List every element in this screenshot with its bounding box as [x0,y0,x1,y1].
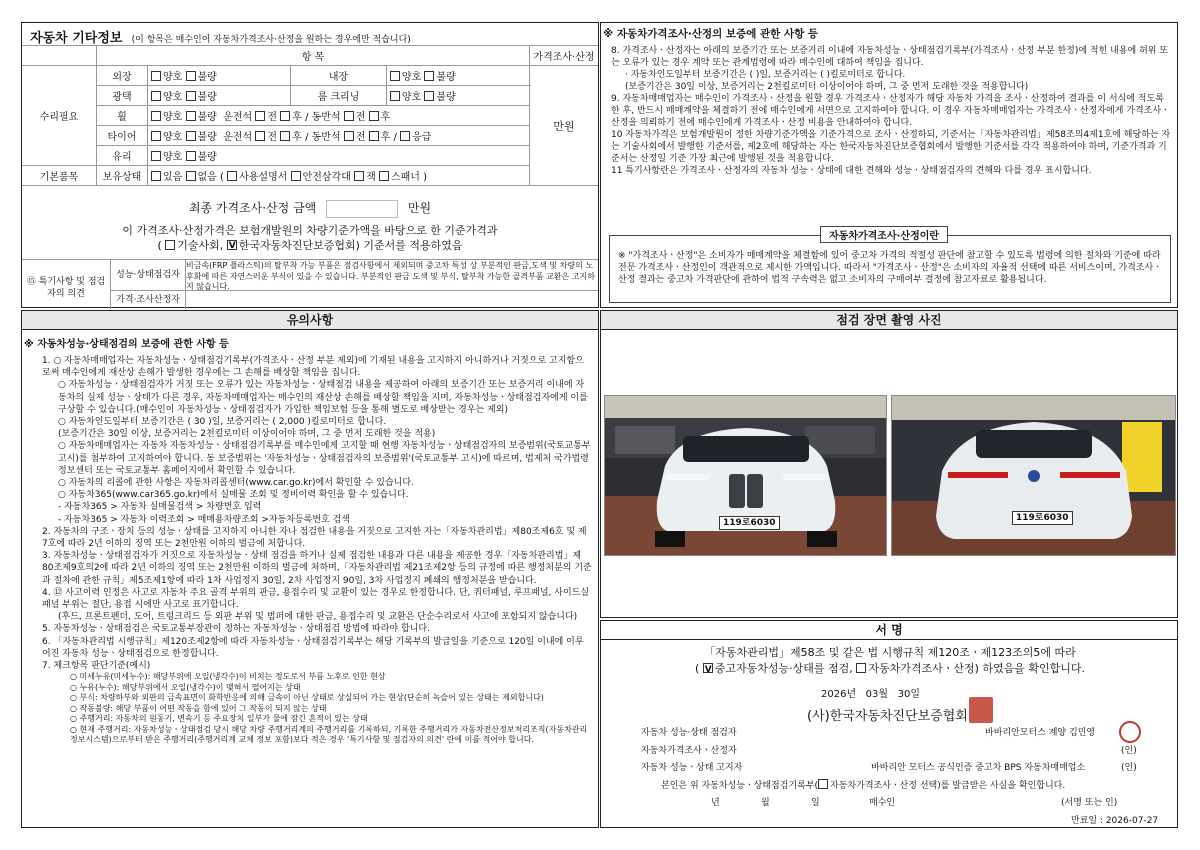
exterior-good-checkbox[interactable] [151,71,161,81]
box-text: ※ "가격조사ㆍ산정"은 소비자가 매매계약을 체결함에 있어 중고차 가격의 적절성 판단에 참고할 수 있도록 법령에 의한 절차와 기준에 따라 전문 가격조사ㆍ산정인이 객관적으로 제시한 가액입니다. 따라서 "가격조사ㆍ산정"은 소비자의 자율적 선택에 따른 서비스이며, 가격조사ㆍ산정 결과는 중고차 가격판단에 관하여 법적 구속력은 없고 소비자의 구매여부 결정에 참고자료로 활용됩니다. [618,251,1162,285]
sign-header: 서 명 [601,621,1177,640]
opt-label: 후 [292,112,302,123]
pricer-label: 자동차가격조사ㆍ산정자 [641,746,737,756]
notifier-label: 자동차 성능ㆍ상태 고지자 [641,763,743,773]
wheel-bad-checkbox[interactable] [186,111,196,121]
section-title: 자동차 기타정보 [30,31,123,46]
paren: ( [695,662,700,675]
notifier-seal: (인) [1121,763,1137,773]
opt-label: 스패너 [390,172,420,183]
notes-header: 유의사항 [22,311,598,330]
note-item: ○ 자동차성능ㆍ상태점검자가 거짓 또는 오류가 있는 자동차성능ㆍ상태점검 내용을 제공하여 아래의 보증기간 또는 보증거리 이내에 자동차의 실제 성능ㆍ상태가 다른 경우, 자동차매매업자는 매수인의 재산상 손해를 배상할 책임을 지며, 자동차성능ㆍ상태점검자에게 이를 구상할 수 있습니다.(매수인이 자동차성능ㆍ상태점검자가 가입한 책임보험 등을 통해 별도로 배상받는 경우는 제외) [58,380,588,415]
note-sub-item: ○ 누유(누수): 해당부위에서 오일(냉각수)이 맺혀서 떨어지는 상태 [70,682,301,692]
opt-label: 양호 [163,132,183,143]
owned-label: 보유상태 [97,166,148,186]
note-item: ○ 자동차365(www.car365.go.kr)에서 실매물 조회 및 정비이력 확인을 할 수 있습니다. [58,490,409,501]
signature-section [600,620,1178,828]
section-note: (이 항목은 매수인이 자동차가격조사·산정을 원하는 경우에만 적습니다) [131,35,411,45]
opt-label: 불량 [197,132,217,143]
photo-section [600,310,1178,618]
box-title: 자동차가격조사·산정이란 [820,226,948,243]
opt-label: 불량 [197,72,217,83]
pricing-label: 자동차가격조사ㆍ산정) 하였음을 확인합니다. [868,662,1085,675]
note-item: - 자동차365 > 자동차 실매물검색 > 차량번호 입력 [58,502,262,513]
opt-label: 안전삼각대 [302,172,351,183]
row-interior: 내장 [291,66,387,86]
tire-pass-front-checkbox[interactable] [344,131,354,141]
col-item-header: 항 목 [97,46,530,66]
spec-table: 항 목 가격조사·산정 수리필요 외장 양호 불량 내장 양호 불량 만원 광택 양호 불량 룸 크리닝 양호 불량 휠 양호 불량 운전석 전 후 / 동반석 전 후 타이어 양호 불량 운전석 전 후 / 동반석 전 후 / 응급 유리 양호 불량 기본품목 보유상태 있음 없음 ( 사용설명서 안전삼각대 잭 스패너 ) [22,45,598,186]
price-unit: 만원 [530,66,599,186]
item-9: 9. 자동차매매업자는 매수인이 가격조사ㆍ산정을 원할 경우 가격조사ㆍ산정자가 해당 자동차 가격을 조사ㆍ산정하여 결과를 이 서식에 적도록 한 후, 반드시 매매계약을 체결하기 전에 매수인에게 서면으로 고지하여야 합니다. 이 경우 자동차매매업자는 가격조사ㆍ산정자에게 가격조사ㆍ산정을 의뢰하기 전에 매수인에게 가격조사ㆍ산정 비용을 안내하여야 합니다. [611,94,1170,128]
opt-label: 불량 [197,92,217,103]
opt-label: 사용설명서 [239,172,288,183]
inspector-label: 성능·상태점검자 [110,260,186,290]
tire-bad-checkbox[interactable] [186,131,196,141]
opt-label: 전 [267,132,278,143]
basis-line-2: ( 기술사회, V 한국자동차진단보증협회) 기준서를 적용하였음 [22,238,598,253]
note-item: (보증기간은 30일 이상, 보증거리는 2천킬로미터 이상이어야 하며, 그 중 먼저 도래한 것을 적용) [58,429,436,440]
note-item: 3. 자동차성능ㆍ상태점검자가 거짓으로 자동차성능ㆍ상태 점검을 하거나 실제 점검한 내용과 다른 내용을 제공한 경우「자동차관리법」제80조제9호의2에 따라 2년 이하의 징역 또는 2천만원 이하의 벌금에 처하며,「자동차관리법 제21조제2항 등의 규정에 따른 행정처분의 기준과 절차에 관한 규칙」제5조제1항에 따라 1차 사업정지 30일, 2차 사업정지 90일, 3차 사업정지 폐쇄의 행정처분을 받습니다. [42,551,592,586]
row-glass: 유리 [97,146,148,166]
tire-driver-rear-checkbox[interactable] [280,131,290,141]
note-item: ○ 자동차매매업자는 자동차 자동차성능ㆍ상태점검기록부를 매수인에게 고지할 때 현행 자동차성능ㆍ상태점검자의 보증범위(국토교통부 고시)를 첨부하여 고지하여야 합니다. 동 보증범위는 '자동차성능ㆍ상태점검자의 보증범위'(국토교통부 고시)에 따르며, 법제처 국가법령정보센터 또는 국토교통부 홈페이지에서 확인할 수 있습니다. [58,441,591,476]
basis-line: 이 가격조사·산정가격은 보험개발원의 차량기준가액을 바탕으로 한 기준가격과 [122,224,498,237]
rear-plate: 119로6030 [1012,511,1073,525]
special-label: ⑮ 특기사항 및 점검자의 의견 [26,277,106,299]
note-sub-item: ○ 현재 주행거리: 자동차성능ㆍ상태점검 당시 해당 차량 주행거리계의 주행거리를 기록하되, 기록한 주행거리가 자동차전산정보처리조직(자동차관리정보시스템)으로부터 받은 주행거리(주행거리계 교체 정보 포함)보다 적은 경우 '특기사항 및 점검자의 의견' 란에 이를 적어야 합니다. [70,724,588,745]
confirm-pricing-checkbox[interactable] [818,779,828,789]
rear-photo [891,395,1176,556]
tire-good-checkbox[interactable] [151,131,161,141]
buyer-day: 일 [811,798,820,808]
note-item: 1. ○ 자동차매매업자는 자동차성능ㆍ상태점검기록부(가격조사ㆍ산정 부분 제외)에 기재된 내용을 고지하지 아니하거나 거짓으로 고지함으로써 매수인에게 재산상 손해가 발생한 경우에는 그 손해를 배상할 책임을 집니다. [42,356,584,379]
gloss-bad-checkbox[interactable] [186,91,196,101]
opt-label: 동반석 [311,132,341,143]
opt-label: 양호 [401,92,422,103]
note-item: 6. 「자동차관리법 시행규칙」제120조제2항에 따라 자동차성능ㆍ상태점검기록부는 해당 기록부의 발급일을 기준으로 120일 이내에 이루어진 자동차 성능ㆍ상태점검으로 한정합니다. [42,636,584,659]
gloss-good-checkbox[interactable] [151,91,161,101]
note-item: - 자동차365 > 자동차 이력조회 > 매매용차량조회 >자동차등록번호 검색 [58,514,350,525]
vehicle-other-info-section [21,22,599,308]
inspector-opinion: 비금속(FRP 플라스틱)의 탈부착 가능 부품은 점검사항에서 제외되며 중고차 특성 상 부분적인 판금,도색 및 차량의 노후화에 따른 자연스러운 부식이 있을 수 있습니다. 부분적인 판금 도색 및 부식, 탈부착 가능한 골격부품 교환은 고지하지 않습니다. [186,261,595,291]
note-item: 5. 자동차성능ㆍ상태점검은 국토교통부장관이 정하는 자동차성능ㆍ상태점검 방법에 따라야 합니다. [42,624,430,635]
note-sub-item: ○ 부식: 차량하부와 외판의 금속표면이 화학반응에 의해 금속이 아닌 상태로 상실되어 가는 현상(단순히 녹슬어 있는 상태는 제외합니다) [70,693,544,703]
basis-text [22,223,598,253]
date-month: 03월 [865,689,889,700]
opt-label: 양호 [163,92,183,103]
tire-emergency-checkbox[interactable] [400,131,410,141]
exterior-bad-checkbox[interactable] [186,71,196,81]
row-room: 룸 크리닝 [291,86,387,106]
price-warranty-section [600,22,1178,308]
item-11: 11 특기사항란은 가격조사ㆍ산정자의 자동차 성능ㆍ상태에 대한 견해와 성능ㆍ상태점검자의 견해와 다를 경우 표시합니다. [611,166,1092,176]
expiry-date: 만료일 : 2026-07-27 [1071,816,1159,826]
wheel-good-checkbox[interactable] [151,111,161,121]
interior-good-checkbox[interactable] [390,71,400,81]
glass-bad-checkbox[interactable] [186,151,196,161]
opt-label: 전 [267,112,278,123]
confirm-line [661,779,1065,792]
opt-label: 양호 [163,152,183,163]
opt-label: 응급 [412,132,432,143]
note-sub-item: ○ 작동불량: 해당 부품이 어떤 작동을 함에 있어 그 작동이 되지 않는 상태 [70,703,327,713]
note-sub-item: ○ 주행거리: 자동차의 원동기, 변속기 등 주요장치 일부가 물에 잠긴 흔적이 있는 상태 [70,714,368,724]
final-price-label: 최종 가격조사·산정 금액 [188,201,317,215]
sign-line-2 [601,661,1179,677]
kaa-checkbox[interactable] [227,240,237,250]
org-seal-icon [969,697,993,723]
opt-label: 불량 [197,112,217,123]
inspector-seal-icon [1119,721,1141,743]
opt-label: 불량 [197,152,217,163]
wheel-driver-rear-checkbox[interactable] [280,111,290,121]
date-day: 30일 [897,689,920,700]
note-sub-item: ○ 미세누유(미세누수): 해당부위에 오일(냉각수)이 비치는 정도로서 부품 노후로 인한 현상 [70,672,386,682]
note-item: ○ 자동차인도일부터 보증기간은 ( 30 )일, 보증거리는 ( 2,000 )킬로미터로 합니다. [58,417,387,428]
wheel-driver-front-checkbox[interactable] [255,111,265,121]
inspection-label: 중고자동차성능·상태를 점검, [714,662,853,675]
basis-tail: ) 기준서를 적용하였음 [355,239,463,252]
buyer-year: 년 [711,798,720,808]
basic-items-label: 기본품목 [22,166,97,186]
sign-date [821,685,920,700]
org-name: (사)한국자동차진단보증협회 [807,709,968,724]
pricing-checkbox[interactable] [856,663,866,673]
owned-none-checkbox[interactable] [186,171,196,181]
notes-list [42,355,592,746]
section-title: ※ 자동차가격조사·산정의 보증에 관한 사항 등 [603,28,819,40]
inspection-checkbox[interactable] [703,663,713,673]
triangle-checkbox[interactable] [291,171,301,181]
pricer-label: 가격·조사산정자 [110,290,186,309]
wheel-pass-rear-checkbox[interactable] [369,111,379,121]
item-8-note: (보증기간은 30일 이상, 보증거리는 2천킬로미터 이상이어야 하며, 그 중 먼저 도래한 것을 적용합니다) [625,82,1029,92]
tech-society-label: 기술사회, [177,239,224,252]
opt-label: 후 [292,132,302,143]
opt-label: 불량 [436,92,456,103]
rear-car-image [892,396,1176,556]
note-item: 4. ⑫ 사고이력 인정은 사고로 자동차 주요 골격 부위의 판금, 용접수리 및 교환이 있는 경우로 한정합니다. 단, 쿼터패널, 루프패널, 사이드실패널 부위는 절단, 용접 시에만 사고로 표기합니다. [42,587,590,611]
tire-driver-front-checkbox[interactable] [255,131,265,141]
wheel-pass-front-checkbox[interactable] [344,111,354,121]
inspector-label: 자동차 성능·상태 점검자 [641,728,737,738]
confirm-text-2: 자동차가격조사ㆍ산정 선택)를 발급받은 사실을 확인합니다. [830,781,1066,791]
buyer-month: 월 [761,798,770,808]
glass-good-checkbox[interactable] [151,151,161,161]
row-tire: 타이어 [97,126,148,146]
buyer-sign[interactable]: (서명 또는 인) [1061,798,1118,808]
opt-label: 잭 [366,172,376,183]
front-plate: 119로6030 [719,516,780,530]
opt-label: 불량 [436,72,456,83]
opt-label: 후 [380,112,391,123]
opt-label: 후 [380,132,391,143]
opt-label: 운전석 [223,132,253,143]
pricer-seal: (인) [1121,746,1137,756]
row-wheel: 휠 [97,106,148,126]
interior-bad-checkbox[interactable] [424,71,434,81]
final-price-unit: 만원 [407,201,432,215]
col-price-header: 가격조사·산정 [530,46,599,66]
sign-line-1: 「자동차관리법」제58조 및 같은 법 시행규칙 제120조ㆍ제123조의5에 따라 [704,646,1076,659]
inspector-value: 바바리안모터스 계양 김민영 [985,728,1096,738]
opt-label: 운전석 [223,112,253,123]
row-gloss: 광택 [97,86,148,106]
repair-label: 수리필요 [22,66,97,166]
front-photo [604,395,887,556]
spanner-checkbox[interactable] [379,171,389,181]
kaa-label: 한국자동차진단보증협회 [238,239,356,252]
special-notes [22,259,598,308]
notifier-value: 바바리안 모터스 공식인증 중고차 BPS 자동차매매업소 [871,763,1086,773]
owned-have-checkbox[interactable] [151,171,161,181]
opt-label: 없음 [197,172,217,183]
tech-society-checkbox[interactable] [165,240,175,250]
item-8-period: · 자동차인도일부터 보증기간은 ( )일, 보증거리는 ( )킬로미터로 합니다. [625,70,906,80]
final-price-input[interactable] [326,200,398,218]
note-item: 7. 체크항목 판단기준(예시) [42,661,151,672]
note-item: ○ 자동차의 리콜에 관한 사항은 자동차리콜센터(www.car.go.kr)에서 확인할 수 있습니다. [58,478,414,489]
opt-label: 동반석 [311,112,341,123]
room-good-checkbox[interactable] [390,91,400,101]
opt-label: 양호 [401,72,422,83]
photos-header: 점검 장면 촬영 사진 [601,311,1177,330]
opt-label: 양호 [163,112,183,123]
sign-statement [601,645,1179,677]
note-item: (후드, 프론트펜더, 도어, 트렁크리드 등 외판 부위 및 범퍼에 대한 판금, 용접수리 및 교환은 단순수리로서 사고에 포함되지 않습니다) [58,612,578,623]
buyer-label: 매수인 [869,798,896,808]
manual-checkbox[interactable] [227,171,237,181]
item-8: 8. 가격조사ㆍ산정자는 아래의 보증기간 또는 보증거리 이내에 자동차성능ㆍ상태점검기록부(가격조사ㆍ산정 부분 한정)에 적힌 내용에 허위 또는 오류가 있는 경우 계약 또는 관계법령에 따라 매수인에 대하여 책임을 집니다. [611,46,1169,68]
note-item: 2. 자동차의 구조ㆍ장치 등의 성능ㆍ상태를 고지하지 아니한 자나 점검한 내용을 거짓으로 고지한 자는「자동차관리법」제80조제6호 및 제7호에 따라 2년 이하의 징역 또는 2천만원 이하의 벌금에 처합니다. [42,526,587,550]
opt-label: 있음 [163,172,183,183]
warranty-list [611,45,1171,177]
front-car-image [605,396,887,556]
item-10: 10 자동차가격은 보험개발원이 정한 차량기준가액을 기준가격으로 조사ㆍ산정하되, 기준서는「자동차관리법」제58조의4제1호에 해당하는 자는 기술사회에서 발행한 기준서를, 제2호에 해당하는 자는 한국자동차진단보증협회에서 발행한 기준서를 각각 적용하여야 하며, 기준가격과 기준서는 산정일 기준 가장 최근에 발행된 것을 적용합니다. [611,130,1171,164]
notes-section [21,310,599,828]
notes-title: ※ 자동차성능·상태점검의 보증에 관한 사항 등 [24,339,229,350]
price-explain-box [609,231,1171,303]
final-price-row [22,199,598,218]
row-exterior: 외장 [97,66,148,86]
tire-pass-rear-checkbox[interactable] [369,131,379,141]
opt-label: 전 [355,132,366,143]
opt-label: 전 [355,112,366,123]
opt-label: 양호 [163,72,183,83]
date-year: 2026년 [821,689,857,700]
room-bad-checkbox[interactable] [424,91,434,101]
jack-checkbox[interactable] [354,171,364,181]
confirm-text: 본인은 위 자동차성능ㆍ상태점검기록부( [661,781,819,791]
